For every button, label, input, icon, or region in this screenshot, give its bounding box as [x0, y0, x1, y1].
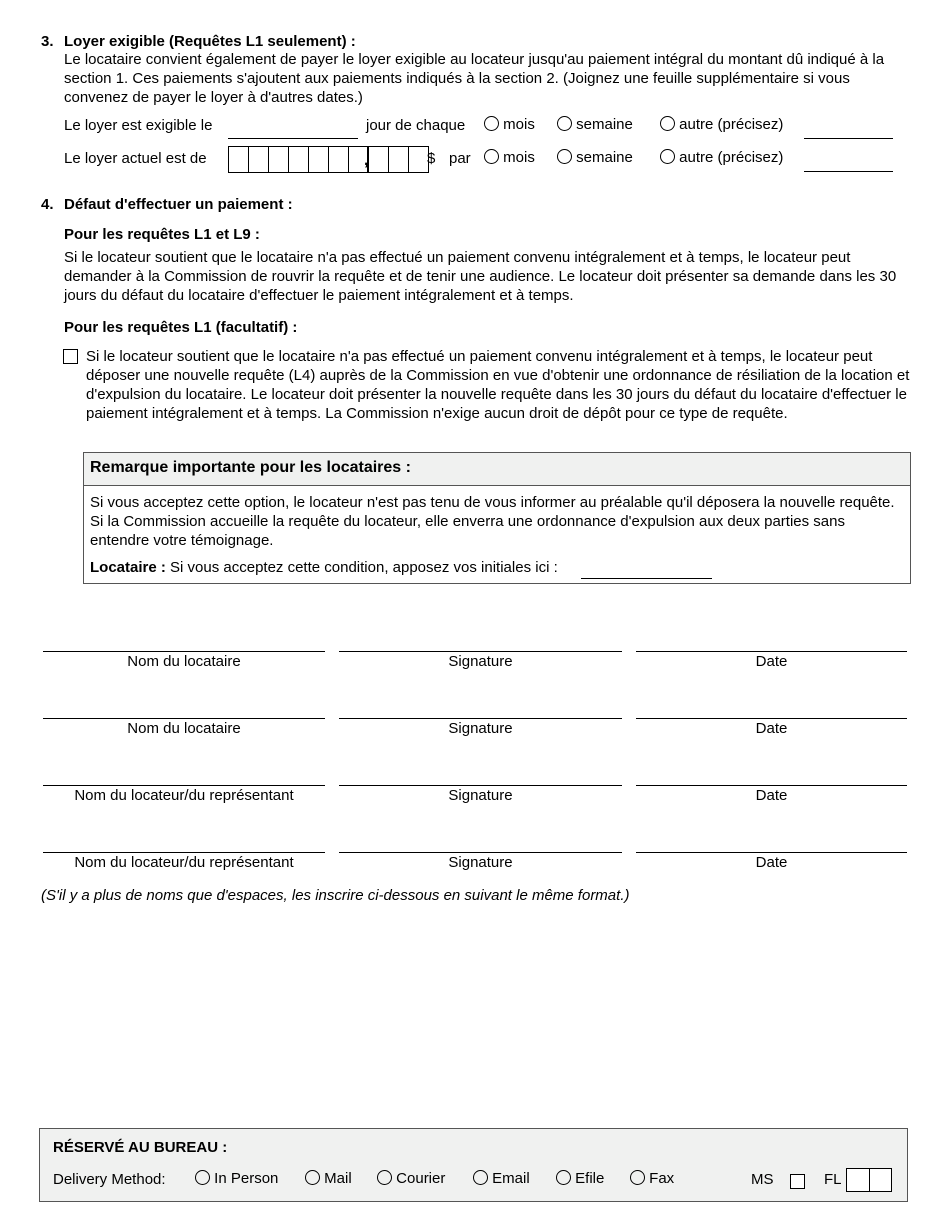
delivery-option[interactable]: Fax [630, 1170, 674, 1187]
ms-checkbox[interactable] [790, 1174, 805, 1189]
delivery-option[interactable]: Efile [556, 1170, 604, 1187]
rent-period-option-week[interactable]: semaine [557, 149, 633, 166]
notice-box [83, 452, 911, 584]
signature-label-date: Date [755, 653, 788, 670]
option-checkbox[interactable] [63, 349, 78, 364]
rent-due-option-week[interactable]: semaine [557, 116, 633, 133]
signature-line-date[interactable] [636, 718, 907, 719]
notice-body: Si vous acceptez cette option, le locateur n'est pas tenu de vous informer au préalable qu'il déposera la nouvelle requête. Si la Commission accueille la requête du locateur, elle enverra une ordonnance d'expulsion aux deux parties sans entendre votre témoignage. [90, 494, 895, 549]
delivery-option[interactable]: In Person [195, 1170, 278, 1187]
signature-line-date[interactable] [636, 852, 907, 853]
signature-label-date: Date [755, 720, 788, 737]
signature-label-signature: Signature [448, 653, 513, 670]
section-4-number: 4. [41, 196, 54, 213]
signature-label-name: Nom du locataire [127, 653, 241, 670]
current-rent-label: Le loyer actuel est de [64, 150, 207, 167]
sub2-title: Pour les requêtes L1 (facultatif) : [64, 319, 298, 336]
signature-label-date: Date [755, 854, 788, 871]
signature-line-date[interactable] [636, 785, 907, 786]
radio-icon[interactable] [484, 149, 499, 164]
rent-due-after-label: jour de chaque [366, 117, 466, 134]
signature-line-name[interactable] [43, 785, 325, 786]
radio-icon[interactable] [557, 116, 572, 131]
signature-line-name[interactable] [43, 651, 325, 652]
signature-note: (S'il y a plus de noms que d'espaces, les inscrire ci-dessous en suivant le même format.) [41, 887, 630, 904]
office-use-box [39, 1128, 908, 1202]
radio-icon[interactable] [305, 1170, 320, 1185]
ms-label: MS [751, 1171, 774, 1188]
signature-label-signature: Signature [448, 787, 513, 804]
initials-field[interactable] [581, 559, 712, 579]
delivery-option[interactable]: Mail [305, 1170, 352, 1187]
rent-period-option-month[interactable]: mois [484, 149, 535, 166]
rent-due-option-month[interactable]: mois [484, 116, 535, 133]
rent-due-option-other[interactable]: autre (précisez) [660, 116, 783, 133]
sub1-title: Pour les requêtes L1 et L9 : [64, 226, 260, 243]
currency-symbol: $ [427, 150, 436, 167]
delivery-label: Delivery Method: [53, 1171, 166, 1188]
delivery-option[interactable]: Courier [377, 1170, 445, 1187]
signature-label-date: Date [755, 787, 788, 804]
signature-line-name[interactable] [43, 718, 325, 719]
office-title: RÉSERVÉ AU BUREAU : [53, 1139, 228, 1156]
per-label: par [449, 150, 471, 167]
rent-period-option-other[interactable]: autre (précisez) [660, 149, 783, 166]
radio-icon[interactable] [377, 1170, 392, 1185]
fl-label: FL [824, 1171, 842, 1188]
rent-due-other-field[interactable] [804, 118, 893, 139]
signature-label-name: Nom du locateur/du représentant [74, 787, 294, 804]
rent-due-day-field[interactable] [228, 118, 358, 139]
section-3-body: Le locataire convient également de payer le loyer exigible au locateur jusqu'au paiement intégral du montant dû indiqué à la section 1. Ces paiements s'ajoutent aux paiements indiqués à la section 2. (Joignez une feuille supplémentaire si vous convenez de payer le loyer à d'autres dates.) [64, 51, 885, 106]
signature-label-name: Nom du locataire [127, 720, 241, 737]
delivery-option[interactable]: Email [473, 1170, 530, 1187]
radio-icon[interactable] [660, 149, 675, 164]
notice-title: Remarque importante pour les locataires : [84, 453, 910, 486]
radio-icon[interactable] [473, 1170, 488, 1185]
signature-line-signature[interactable] [339, 718, 622, 719]
radio-icon[interactable] [195, 1170, 210, 1185]
signature-line-name[interactable] [43, 852, 325, 853]
sub1-body: Si le locateur soutient que le locataire n'a pas effectué un paiement convenu intégralement et à temps, le locateur peut demander à la Commission de rouvrir la requête et de tenir une audience. Le locateur doit présenter sa demande dans les 30 jours du défaut du locataire d'effectuer le paiement intégralement et à temps. [64, 249, 897, 304]
signature-label-signature: Signature [448, 720, 513, 737]
signature-line-signature[interactable] [339, 651, 622, 652]
section-3-number: 3. [41, 33, 54, 50]
fl-field[interactable] [846, 1168, 892, 1192]
signature-line-date[interactable] [636, 651, 907, 652]
signature-line-signature[interactable] [339, 852, 622, 853]
radio-icon[interactable] [556, 1170, 571, 1185]
radio-icon[interactable] [630, 1170, 645, 1185]
sub2-body: Si le locateur soutient que le locataire n'a pas effectué un paiement convenu intégralement et à temps, le locateur peut déposer une nouvelle requête (L4) auprès de la Commission en vue d'obtenir une ordonnance de résiliation de la location et d'expulsion du locataire. Le locateur doit présenter la nouvelle requête dans les 30 jours du défaut du locataire d'effectuer le paiement intégralement et à temps. La Commission n'exige aucun droit de dépôt pour ce type de requête. [86, 348, 910, 422]
section-4-title: Défaut d'effectuer un paiement : [64, 196, 293, 213]
signature-label-signature: Signature [448, 854, 513, 871]
radio-icon[interactable] [557, 149, 572, 164]
rent-period-other-field[interactable] [804, 151, 893, 172]
amount-comma: , [364, 152, 369, 169]
initials-label: Locataire : Si vous acceptez cette condition, apposez vos initiales ici : [90, 559, 558, 576]
rent-due-label: Le loyer est exigible le [64, 117, 213, 134]
section-3-title: Loyer exigible (Requêtes L1 seulement) : [64, 33, 356, 50]
signature-label-name: Nom du locateur/du représentant [74, 854, 294, 871]
current-rent-amount-field[interactable] [228, 146, 429, 173]
radio-icon[interactable] [660, 116, 675, 131]
signature-line-signature[interactable] [339, 785, 622, 786]
radio-icon[interactable] [484, 116, 499, 131]
